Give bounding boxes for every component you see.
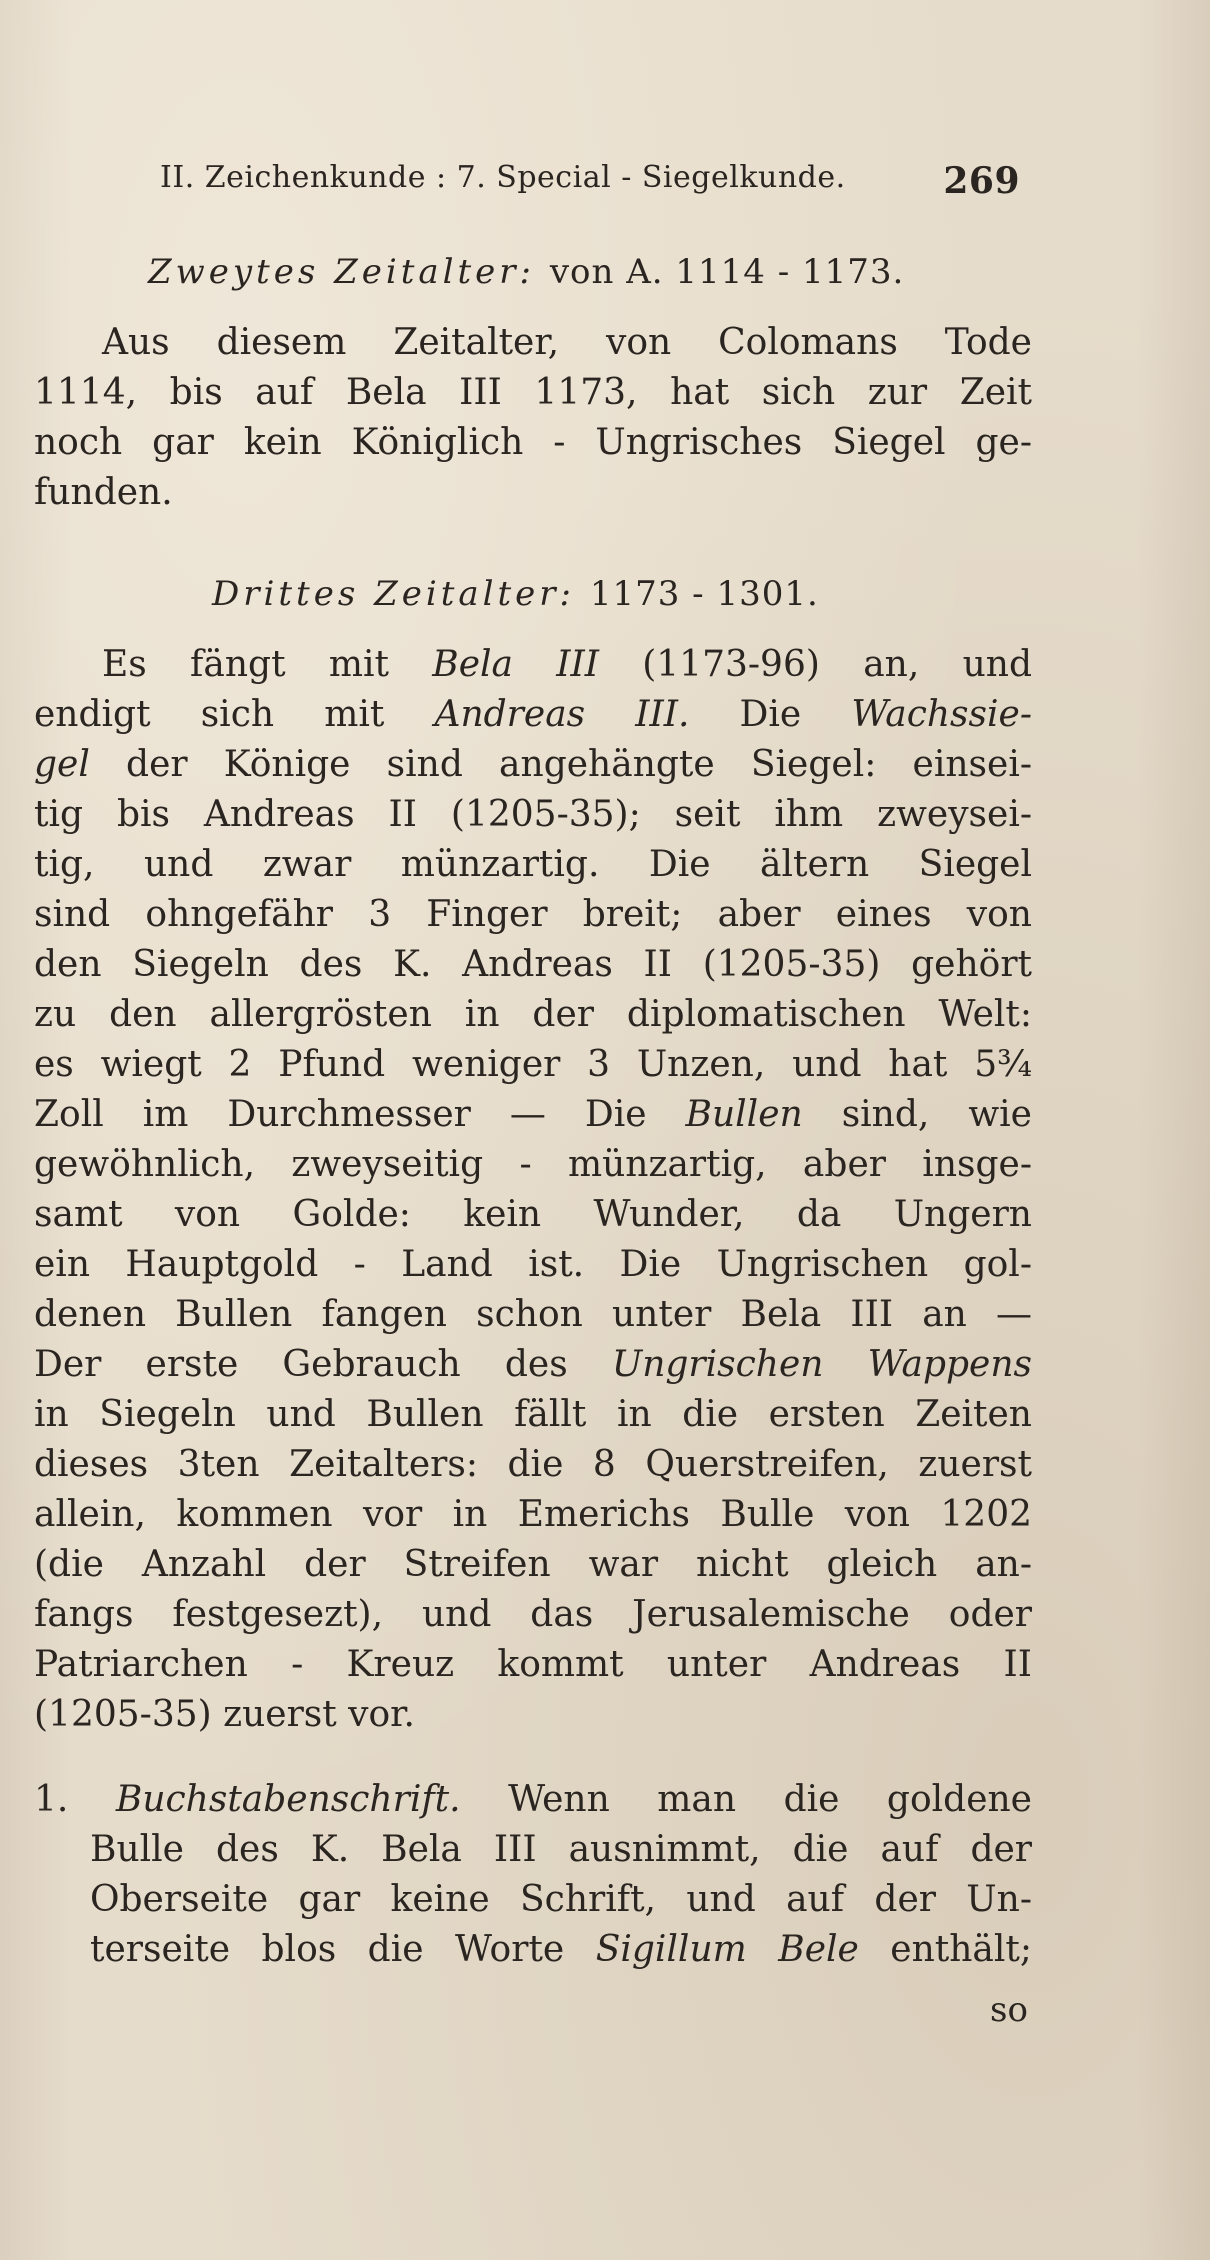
paragraph-drittes — [34, 640, 1032, 1740]
text-line: (1205-35) zuerst vor. — [34, 1694, 415, 1735]
running-header — [160, 160, 1030, 208]
text-line: funden. — [34, 472, 173, 513]
text-line: dieses 3ten Zeitalters: die 8 Querstreifen, zuerst — [34, 1444, 1032, 1485]
text-line: allein, kommen vor in Emerichs Bulle von 1202 — [34, 1494, 1032, 1535]
text-line: sind ohngefähr 3 Finger breit; aber eines von — [34, 894, 1032, 935]
text-line: 1114, bis auf Bela III 1173, hat sich zur Zeit — [34, 372, 1032, 413]
text-line: es wiegt 2 Pfund weniger 3 Unzen, und hat 5¾ — [34, 1044, 1032, 1085]
text-line: samt von Golde: kein Wunder, da Ungern — [34, 1194, 1032, 1235]
section-title-zweytes: Zweytes Zeitalter: von A. 1114 - 1173. — [148, 252, 905, 292]
running-title: II. Zeichenkunde : 7. Special - Siegelkunde. — [160, 160, 846, 195]
text-line: endigt sich mit Andreas III. Die Wachssie- — [34, 694, 1032, 735]
text-line: Zoll im Durchmesser — Die Bullen sind, wie — [34, 1094, 1032, 1135]
text-line: terseite blos die Worte Sigillum Bele enthält; — [90, 1929, 1032, 1970]
text-line: tig, und zwar münzartig. Die ältern Siegel — [34, 844, 1032, 885]
item-number: 1. — [34, 1779, 69, 1820]
text-line: Patriarchen - Kreuz kommt unter Andreas II — [34, 1644, 1032, 1685]
numbered-item-1 — [34, 1775, 1032, 1975]
text-line: Es fängt mit Bela III (1173-96) an, und — [102, 644, 1032, 685]
catchword: so — [990, 1990, 1028, 2030]
paragraph-zweytes — [34, 318, 1032, 518]
text-line: gewöhnlich, zweyseitig - münzartig, aber insge- — [34, 1144, 1032, 1185]
text-line: gel der Könige sind angehängte Siegel: einsei- — [34, 744, 1032, 785]
text-line: tig bis Andreas II (1205-35); seit ihm zweysei- — [34, 794, 1032, 835]
text-line: noch gar kein Königlich - Ungrisches Siegel ge- — [34, 422, 1032, 463]
text-line: Oberseite gar keine Schrift, und auf der Un- — [90, 1879, 1032, 1920]
text-line: den Siegeln des K. Andreas II (1205-35) gehört — [34, 944, 1032, 985]
text-line: Bulle des K. Bela III ausnimmt, die auf der — [90, 1829, 1032, 1870]
text-line: Aus diesem Zeitalter, von Colomans Tode — [102, 322, 1032, 363]
text-line: ein Hauptgold - Land ist. Die Ungrischen gol- — [34, 1244, 1032, 1285]
text-line: Der erste Gebrauch des Ungrischen Wappens — [34, 1344, 1032, 1385]
text-line: zu den allergrösten in der diplomatischen Welt: — [34, 994, 1032, 1035]
text-line: fangs festgesezt), und das Jerusalemische oder — [34, 1594, 1032, 1635]
text-line: (die Anzahl der Streifen war nicht gleich an- — [34, 1544, 1032, 1585]
text-line: 1. Buchstabenschrift. Wenn man die goldene — [34, 1779, 1032, 1820]
section-title-drittes: Drittes Zeitalter: 1173 - 1301. — [212, 574, 819, 614]
text-line: in Siegeln und Bullen fällt in die ersten Zeiten — [34, 1394, 1032, 1435]
page-number: 269 — [943, 160, 1020, 202]
text-line: denen Bullen fangen schon unter Bela III an — — [34, 1294, 1032, 1335]
